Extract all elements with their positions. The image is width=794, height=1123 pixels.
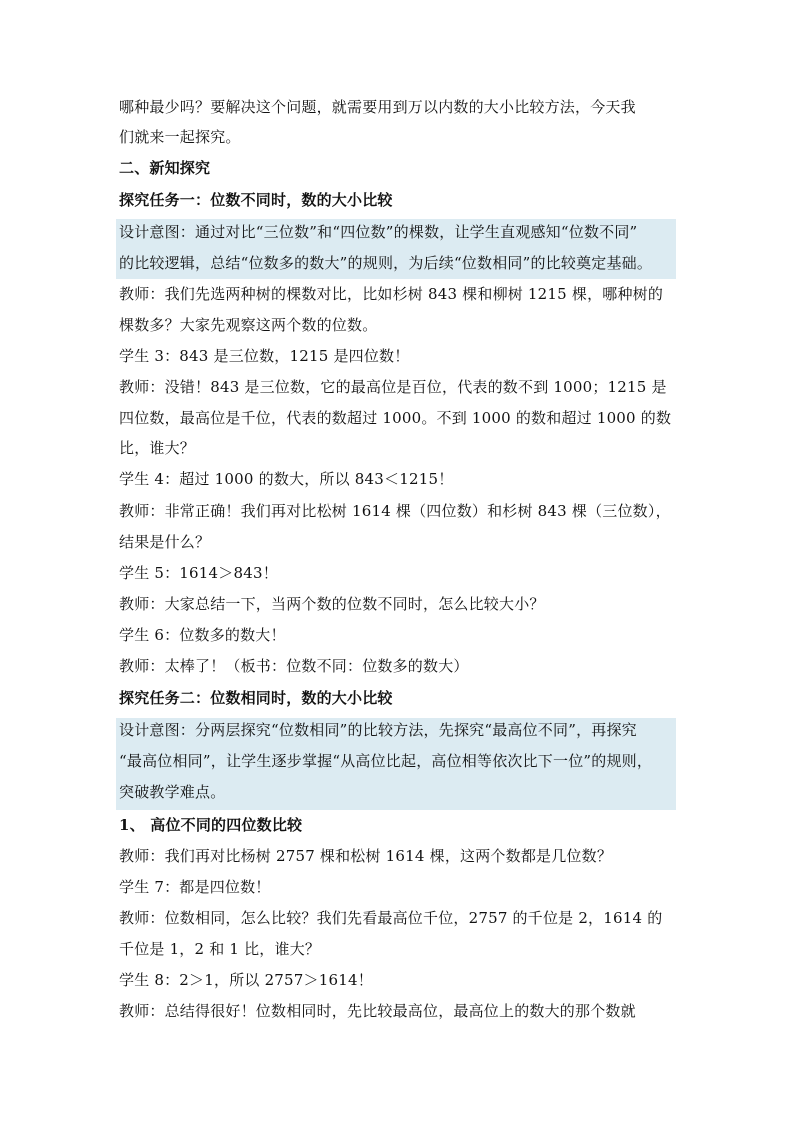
- design-intent-line: 的比较逻辑，总结“位数多的数大”的规则，为后续“位数相同”的比较奠定基础。: [119, 254, 653, 272]
- section-heading: 二、新知探究: [119, 159, 211, 177]
- student-line: 学生 6：位数多的数大！: [119, 626, 286, 644]
- teacher-line: 教师：太棒了！（板书：位数不同：位数多的数大）: [119, 657, 469, 675]
- teacher-line: 比，谁大？: [119, 439, 196, 457]
- student-line: 学生 5：1614＞843！: [119, 564, 278, 582]
- teacher-line: 教师：没错！843 是三位数，它的最高位是百位，代表的数不到 1000；1215 是: [119, 378, 667, 396]
- student-line: 学生 8：2＞1，所以 2757＞1614！: [119, 971, 373, 989]
- student-line: 学生 3：843 是三位数，1215 是四位数！: [119, 347, 410, 365]
- text-line: 们就来一起探究。: [119, 128, 241, 146]
- task-heading-2: 探究任务二：位数相同时，数的大小比较: [119, 689, 393, 707]
- teacher-line: 教师：位数相同，怎么比较？我们先看最高位千位，2757 的千位是 2，1614 的: [119, 909, 663, 927]
- teacher-line: 教师：我们再对比杨树 2757 棵和松树 1614 棵，这两个数都是几位数？: [119, 847, 613, 865]
- teacher-line: 教师：我们先选两种树的棵数对比，比如杉树 843 棵和柳树 1215 棵，哪种树的: [119, 285, 664, 303]
- design-intent-line: “最高位相同”，让学生逐步掌握“从高位比起，高位相等依次比下一位”的规则，: [119, 752, 653, 770]
- teacher-line: 结果是什么？: [119, 533, 211, 551]
- teacher-line: 教师：非常正确！我们再对比松树 1614 棵（四位数）和杉树 843 棵（三位数），: [119, 502, 671, 520]
- student-line: 学生 4：超过 1000 的数大，所以 843＜1215！: [119, 470, 454, 488]
- teacher-line: 教师：大家总结一下，当两个数的位数不同时，怎么比较大小？: [119, 595, 545, 613]
- teacher-line: 教师：总结得很好！位数相同时，先比较最高位，最高位上的数大的那个数就: [119, 1002, 636, 1020]
- subsection-heading: 1、 高位不同的四位数比较: [119, 816, 303, 834]
- text-line: 哪种最少吗？要解决这个问题，就需要用到万以内数的大小比较方法，今天我: [119, 98, 636, 116]
- student-line: 学生 7：都是四位数！: [119, 878, 271, 896]
- design-intent-line: 突破教学难点。: [119, 783, 226, 801]
- design-intent-line: 设计意图：分两层探究“位数相同”的比较方法，先探究“最高位不同”，再探究: [119, 721, 637, 739]
- task-heading-1: 探究任务一：位数不同时，数的大小比较: [119, 191, 393, 209]
- teacher-line: 千位是 1，2 和 1 比，谁大？: [119, 940, 321, 958]
- design-intent-line: 设计意图：通过对比“三位数”和“四位数”的棵数，让学生直观感知“位数不同”: [119, 223, 638, 241]
- teacher-line: 四位数，最高位是千位，代表的数超过 1000。不到 1000 的数和超过 1000 的数: [119, 409, 672, 427]
- teacher-line: 棵数多？大家先观察这两个数的位数。: [119, 316, 378, 334]
